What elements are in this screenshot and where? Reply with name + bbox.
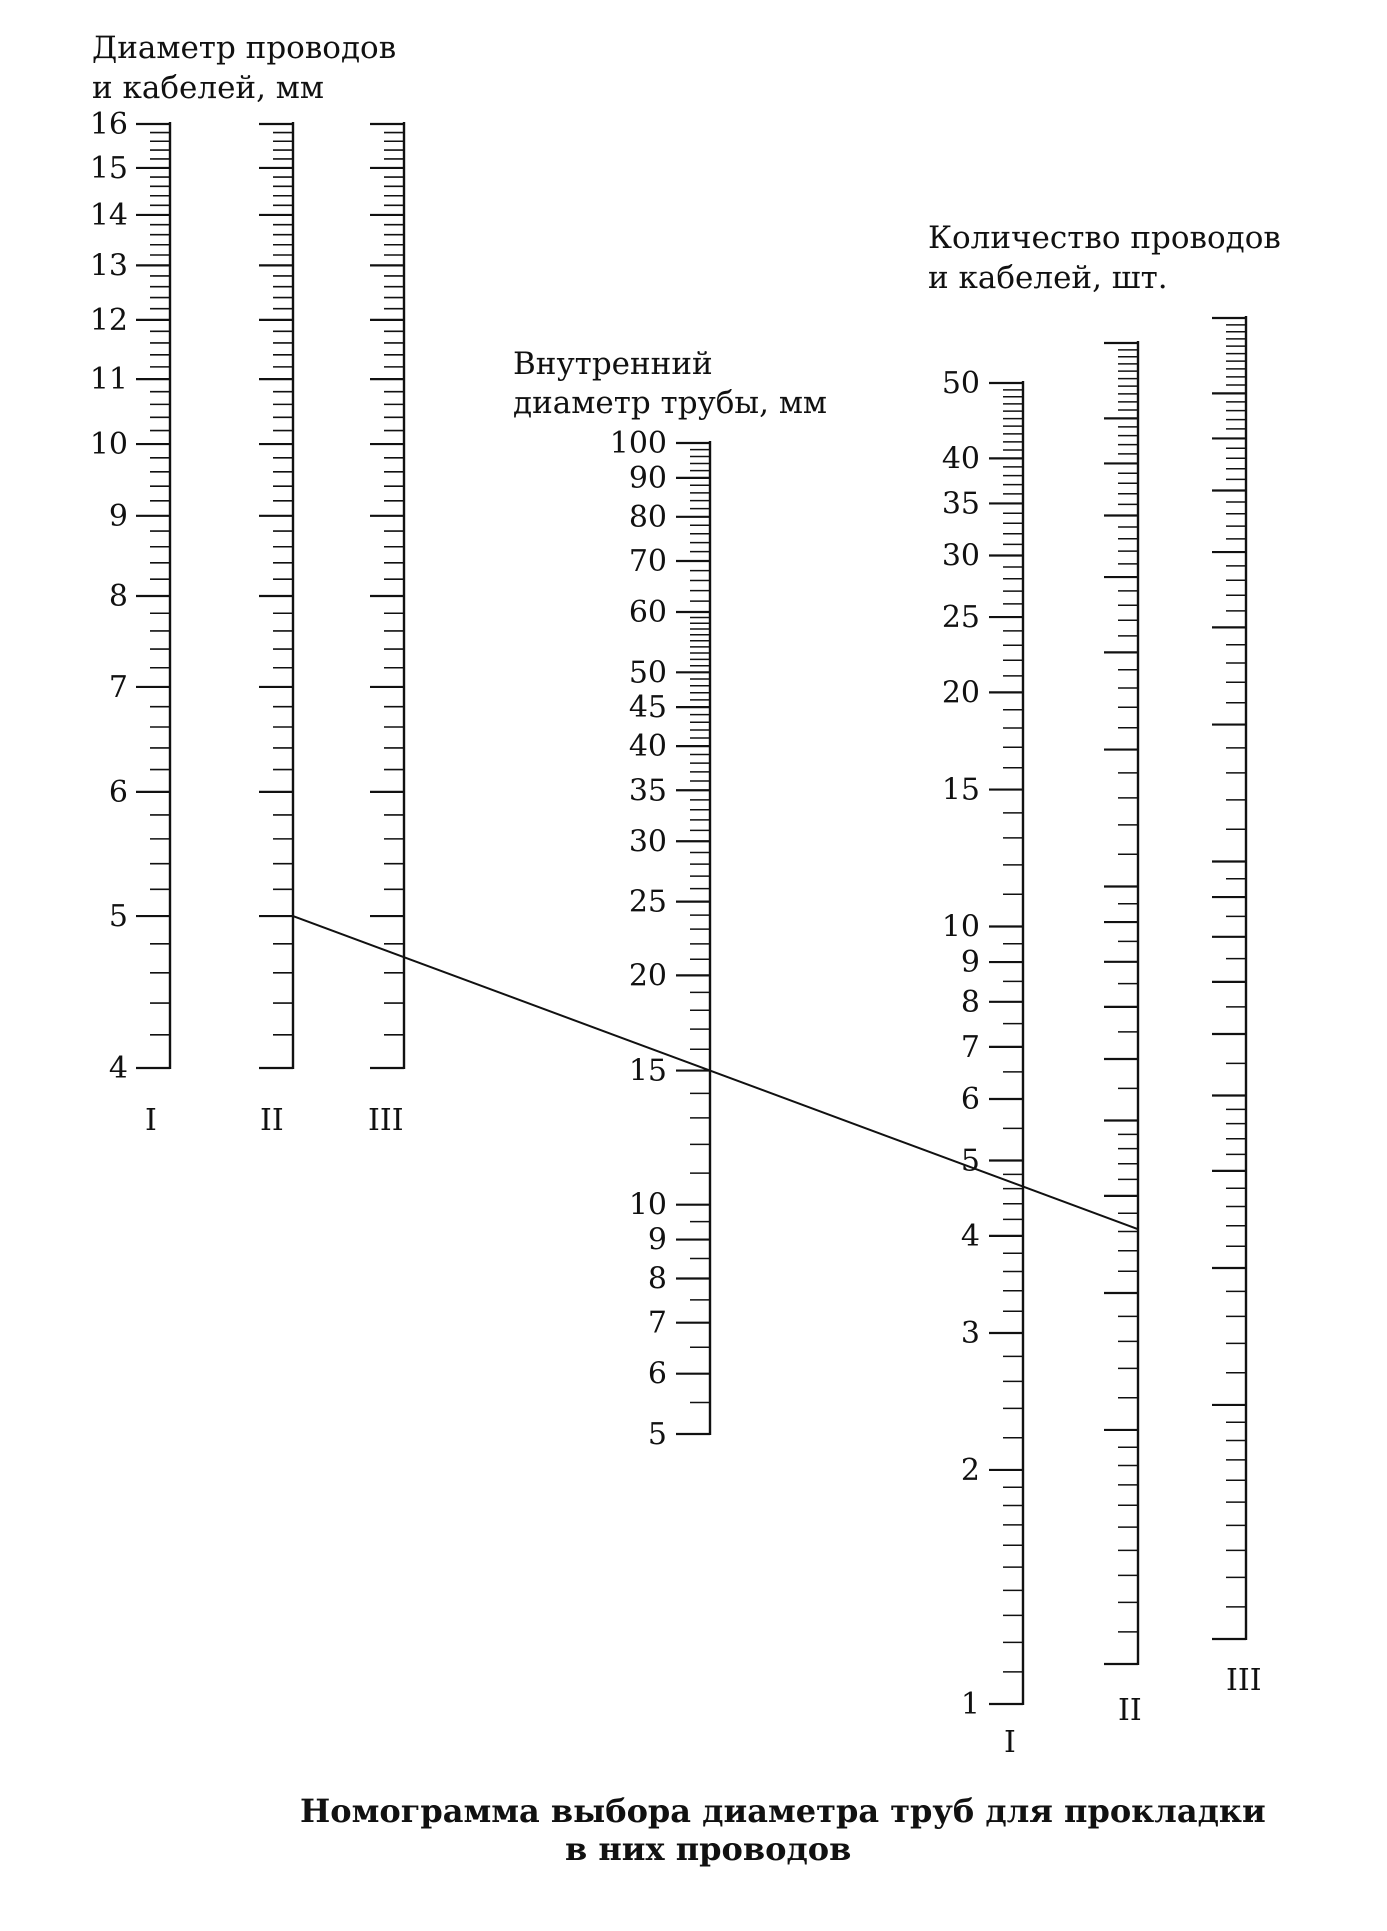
right-axis-label-1: I [1004, 1725, 1016, 1760]
caption-line2: в них проводов [565, 1830, 852, 1868]
middle-tick-label: 15 [628, 1053, 667, 1089]
middle-tick-label: 20 [628, 958, 667, 994]
middle-tick-label: 40 [628, 729, 667, 765]
left-tick-label: 15 [89, 150, 128, 186]
left-tick-label: 11 [89, 362, 128, 398]
left-scale-title-line1: Диаметр проводов [92, 30, 397, 66]
left-tick-label: 9 [108, 498, 128, 534]
middle-tick-label: 25 [628, 884, 667, 920]
middle-tick-label: 7 [647, 1305, 667, 1341]
middle-tick-label: 80 [628, 499, 667, 535]
right-tick-label: 9 [960, 945, 980, 981]
left-axis-label-1: I [145, 1103, 157, 1138]
right-tick-label: 6 [960, 1081, 980, 1117]
middle-tick-label: 8 [647, 1261, 667, 1297]
right-tick-label: 50 [941, 366, 980, 401]
middle-scale-title-line1: Внутренний [513, 346, 713, 382]
right-tick-label: 30 [941, 538, 980, 574]
left-tick-label: 6 [108, 774, 128, 810]
left-tick-label: 10 [89, 427, 128, 463]
left-axis-label-2: II [260, 1103, 284, 1138]
right-tick-label: 8 [960, 984, 980, 1020]
middle-tick-label: 5 [647, 1417, 667, 1452]
middle-tick-label: 9 [647, 1222, 667, 1258]
left-tick-label: 12 [89, 302, 128, 338]
right-tick-label: 5 [960, 1143, 980, 1179]
middle-tick-label: 6 [647, 1356, 667, 1392]
right-tick-label: 2 [960, 1452, 980, 1488]
middle-tick-label: 35 [628, 773, 667, 809]
middle-pipe-diameter-scale [610, 426, 710, 1452]
right-tick-label: 40 [941, 441, 980, 477]
right-count-scales [942, 316, 1246, 1722]
right-tick-label: 1 [960, 1687, 980, 1722]
left-tick-label: 4 [108, 1051, 128, 1086]
right-tick-label: 35 [941, 486, 980, 522]
right-tick-label: 4 [960, 1218, 980, 1254]
right-axis-label-3: III [1226, 1663, 1262, 1698]
left-tick-label: 14 [89, 197, 128, 233]
right-tick-label: 10 [941, 909, 980, 945]
middle-tick-label: 100 [609, 426, 667, 461]
middle-tick-label: 10 [628, 1187, 667, 1223]
right-tick-label: 7 [960, 1029, 980, 1065]
middle-tick-label: 30 [628, 824, 667, 860]
left-axis-label-3: III [368, 1103, 404, 1138]
middle-tick-label: 50 [628, 655, 667, 691]
right-axis-label-2: II [1118, 1693, 1142, 1728]
caption-line1: Номограмма выбора диаметра труб для прокладки [300, 1792, 1266, 1830]
middle-tick-label: 70 [628, 543, 667, 579]
left-tick-label: 13 [89, 248, 128, 284]
middle-tick-label: 90 [628, 460, 667, 496]
middle-tick-label: 60 [628, 594, 667, 630]
left-scale-title-line2: и кабелей, мм [92, 70, 325, 106]
left-tick-label: 16 [89, 107, 128, 142]
right-scale-title-line2: и кабелей, шт. [928, 260, 1168, 296]
right-tick-label: 3 [960, 1316, 980, 1352]
right-tick-label: 20 [941, 675, 980, 711]
right-tick-label: 15 [941, 772, 980, 808]
left-tick-label: 8 [108, 579, 128, 614]
right-scale-title-line1: Количество проводов [928, 220, 1281, 256]
middle-scale-title-line2: диаметр трубы, мм [513, 385, 828, 421]
left-tick-label: 7 [108, 669, 128, 705]
middle-tick-label: 45 [628, 690, 667, 726]
right-tick-label: 25 [941, 600, 980, 636]
left-tick-label: 5 [108, 899, 128, 935]
